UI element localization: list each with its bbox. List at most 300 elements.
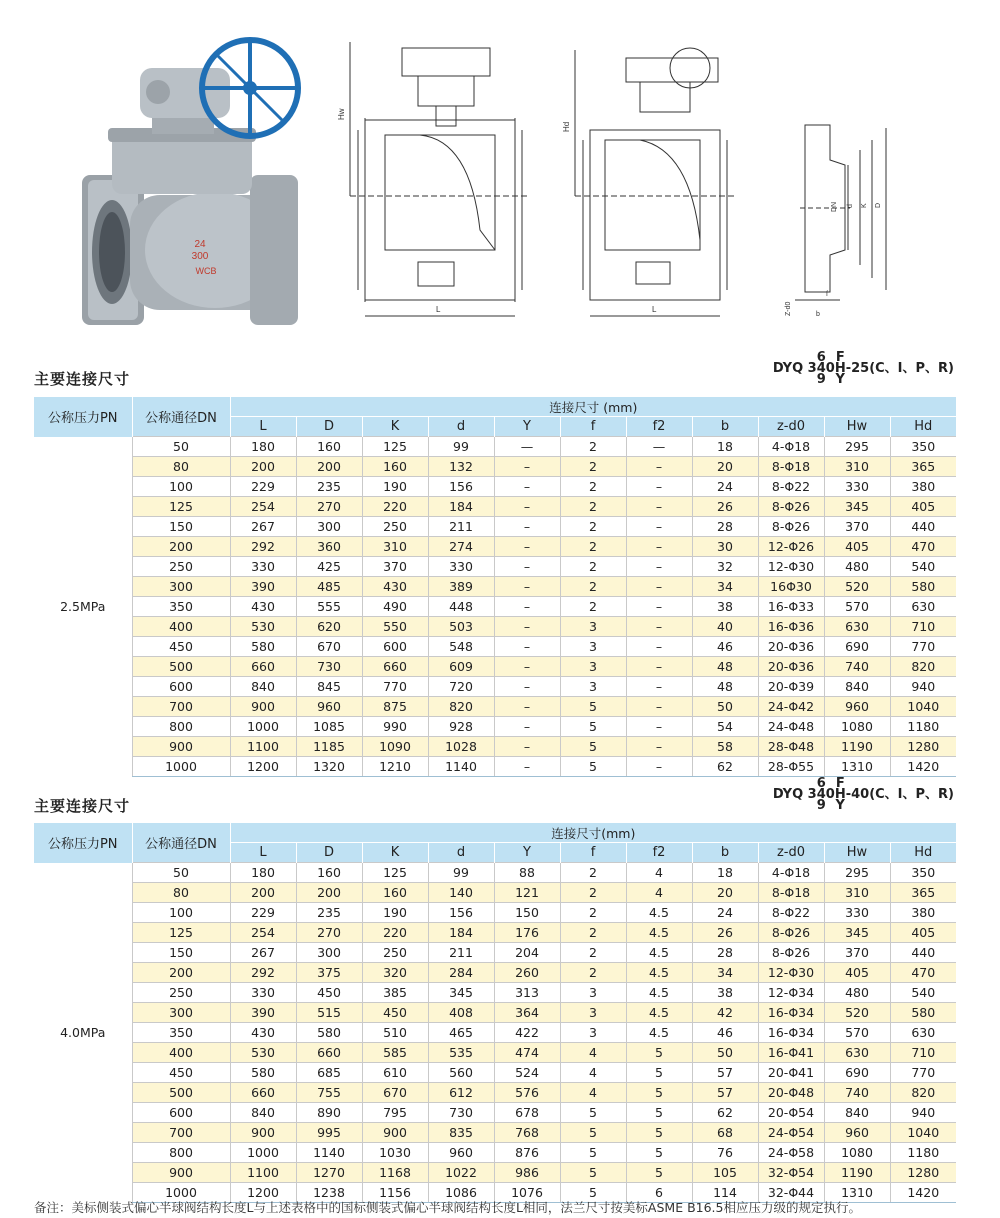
table-cell: 1270 — [296, 1163, 362, 1183]
table-cell: 730 — [296, 657, 362, 677]
table-row — [34, 1003, 956, 1023]
header-col: Y — [494, 843, 560, 863]
table-cell: 270 — [296, 923, 362, 943]
table-cell: 474 — [494, 1043, 560, 1063]
table-cell: 5 — [626, 1083, 692, 1103]
table-cell: 160 — [296, 863, 362, 883]
svg-text:Hw: Hw — [337, 108, 346, 120]
table-cell: 24-Φ48 — [758, 717, 824, 737]
table-cell: 940 — [890, 1103, 956, 1123]
svg-text:K: K — [861, 203, 868, 208]
table-cell: 580 — [296, 1023, 362, 1043]
table-cell: 425 — [296, 557, 362, 577]
header-col: L — [230, 843, 296, 863]
table-cell: 62 — [692, 1103, 758, 1123]
table-cell: 20 — [692, 457, 758, 477]
table-cell: 875 — [362, 697, 428, 717]
header-col: b — [692, 843, 758, 863]
table-cell: 16-Φ34 — [758, 1003, 824, 1023]
table-cell: 1100 — [230, 1163, 296, 1183]
table-cell: 204 — [494, 943, 560, 963]
table-cell: 900 — [230, 697, 296, 717]
table-cell: 576 — [494, 1083, 560, 1103]
table-cell: 5 — [626, 1123, 692, 1143]
table-cell: 24-Φ42 — [758, 697, 824, 717]
table-cell: 313 — [494, 983, 560, 1003]
table-cell: 450 — [132, 637, 230, 657]
table-cell: 1310 — [824, 1183, 890, 1203]
table-row — [34, 577, 956, 597]
table-row — [34, 903, 956, 923]
table-cell: – — [626, 597, 692, 617]
header-col: Hd — [890, 417, 956, 437]
table-cell: 132 — [428, 457, 494, 477]
table-cell: 365 — [890, 883, 956, 903]
table-cell: 8-Φ22 — [758, 477, 824, 497]
table-cell: 2 — [560, 903, 626, 923]
table-cell: 330 — [428, 557, 494, 577]
table-cell: 200 — [132, 963, 230, 983]
table-cell: 4 — [560, 1083, 626, 1103]
table-cell: 190 — [362, 477, 428, 497]
table-cell: 1080 — [824, 717, 890, 737]
table-cell: 2 — [560, 517, 626, 537]
table-cell: 380 — [890, 903, 956, 923]
table-row — [34, 637, 956, 657]
table-cell: 5 — [560, 1103, 626, 1123]
table-cell: 1086 — [428, 1183, 494, 1203]
table-cell: 380 — [890, 477, 956, 497]
table-cell: 38 — [692, 597, 758, 617]
table-cell: 630 — [890, 597, 956, 617]
table-cell: 8-Φ22 — [758, 903, 824, 923]
table-cell: 710 — [890, 617, 956, 637]
table-cell: 364 — [494, 1003, 560, 1023]
table-cell: 20-Φ39 — [758, 677, 824, 697]
table-cell: 5 — [560, 697, 626, 717]
table-cell: 292 — [230, 963, 296, 983]
table-cell: 267 — [230, 517, 296, 537]
table-cell: 570 — [824, 597, 890, 617]
table-cell: 430 — [362, 577, 428, 597]
table-cell: 1140 — [296, 1143, 362, 1163]
table-cell: 660 — [362, 657, 428, 677]
header-col: K — [362, 843, 428, 863]
model-prefix: DYQ — [772, 361, 804, 376]
table-cell: 48 — [692, 677, 758, 697]
table-cell: 3 — [560, 637, 626, 657]
section-title-2: 主要连接尺寸 — [34, 797, 131, 815]
model-code-1 — [773, 352, 954, 385]
table-cell: 8-Φ18 — [758, 883, 824, 903]
table-cell: 99 — [428, 863, 494, 883]
table-cell: 176 — [494, 923, 560, 943]
table-cell: 840 — [230, 1103, 296, 1123]
table-cell: 609 — [428, 657, 494, 677]
table-cell: 8-Φ26 — [758, 923, 824, 943]
svg-text:24: 24 — [194, 239, 206, 250]
table-cell: 24-Φ54 — [758, 1123, 824, 1143]
table-cell: 4.5 — [626, 903, 692, 923]
table-cell: – — [494, 617, 560, 637]
table-cell: 160 — [362, 883, 428, 903]
table-cell: 4.5 — [626, 963, 692, 983]
table-cell: 26 — [692, 923, 758, 943]
table-cell: – — [626, 737, 692, 757]
table-cell: 5 — [626, 1163, 692, 1183]
table-cell: 330 — [824, 477, 890, 497]
table-cell: 1420 — [890, 1183, 956, 1203]
table-cell: 928 — [428, 717, 494, 737]
table-cell: 580 — [890, 577, 956, 597]
header-col: K — [362, 417, 428, 437]
header-col: f — [560, 417, 626, 437]
table-cell: 1022 — [428, 1163, 494, 1183]
table-cell: 1100 — [230, 737, 296, 757]
table-cell: 755 — [296, 1083, 362, 1103]
table-cell: 229 — [230, 477, 296, 497]
table-cell: 490 — [362, 597, 428, 617]
header-col: D — [296, 417, 362, 437]
table-cell: – — [494, 737, 560, 757]
table-cell: 38 — [692, 983, 758, 1003]
table-cell: 768 — [494, 1123, 560, 1143]
svg-text:Z-d0: Z-d0 — [785, 301, 792, 316]
table-cell: 12-Φ30 — [758, 557, 824, 577]
header-col: z-d0 — [758, 417, 824, 437]
table-cell: 284 — [428, 963, 494, 983]
table-cell: 2 — [560, 537, 626, 557]
table-cell: 3 — [560, 1023, 626, 1043]
table-cell: 600 — [132, 1103, 230, 1123]
table-cell: – — [626, 517, 692, 537]
table-cell: 560 — [428, 1063, 494, 1083]
table-cell: 250 — [362, 943, 428, 963]
table-cell: 5 — [560, 1143, 626, 1163]
table-cell: 1156 — [362, 1183, 428, 1203]
table-cell: 820 — [890, 1083, 956, 1103]
table-cell: 530 — [230, 1043, 296, 1063]
table-cell: 310 — [824, 883, 890, 903]
table-cell: 18 — [692, 437, 758, 457]
table-cell: 1000 — [230, 717, 296, 737]
table-cell: 370 — [362, 557, 428, 577]
table-cell: 3 — [560, 1003, 626, 1023]
table-cell: 2 — [560, 457, 626, 477]
table-cell: 440 — [890, 517, 956, 537]
table-cell: 156 — [428, 903, 494, 923]
table-cell: 740 — [824, 1083, 890, 1103]
svg-text:b: b — [816, 311, 820, 318]
model-stack: 6 340 9 — [807, 350, 835, 387]
table-cell: 1200 — [230, 757, 296, 777]
table-cell: 600 — [362, 637, 428, 657]
table-cell: 890 — [296, 1103, 362, 1123]
table-row — [34, 983, 956, 1003]
header-dn: 公称通径DN — [132, 823, 230, 863]
table-cell: 670 — [362, 1083, 428, 1103]
table-cell: 18 — [692, 863, 758, 883]
table-row — [34, 597, 956, 617]
header-col: f2 — [626, 417, 692, 437]
svg-text:WCB: WCB — [195, 266, 217, 276]
table-cell: 400 — [132, 617, 230, 637]
table-row — [34, 437, 956, 457]
table-cell: 389 — [428, 577, 494, 597]
table-cell: 500 — [132, 1083, 230, 1103]
table-cell: 330 — [824, 903, 890, 923]
table-cell: 795 — [362, 1103, 428, 1123]
table-cell: 440 — [890, 943, 956, 963]
table-cell: – — [494, 677, 560, 697]
table-cell: 150 — [132, 517, 230, 537]
table-cell: 50 — [692, 697, 758, 717]
table-cell: 1076 — [494, 1183, 560, 1203]
table-cell: 140 — [428, 883, 494, 903]
table-cell: 320 — [362, 963, 428, 983]
svg-text:D: D — [875, 202, 882, 208]
table-cell: 2 — [560, 943, 626, 963]
table-cell: 20-Φ54 — [758, 1103, 824, 1123]
table-cell: 180 — [230, 863, 296, 883]
table-cell: 250 — [132, 983, 230, 1003]
table-cell: 940 — [890, 677, 956, 697]
header-col: Y — [494, 417, 560, 437]
table-cell: 600 — [132, 677, 230, 697]
header-col: D — [296, 843, 362, 863]
table-cell: 1040 — [890, 697, 956, 717]
table-cell: 105 — [692, 1163, 758, 1183]
product-illustrations — [0, 0, 1000, 340]
table-cell: 250 — [362, 517, 428, 537]
svg-text:L: L — [652, 305, 657, 314]
table-cell: 32 — [692, 557, 758, 577]
table-cell: – — [494, 457, 560, 477]
table-cell: 4 — [626, 883, 692, 903]
table-cell: 1030 — [362, 1143, 428, 1163]
drawing-gearbox-section — [575, 48, 735, 316]
table-cell: 720 — [428, 677, 494, 697]
table-cell: 710 — [890, 1043, 956, 1063]
table-cell: 540 — [890, 557, 956, 577]
table-cell: 345 — [824, 923, 890, 943]
table-cell: 405 — [890, 923, 956, 943]
table-row — [34, 923, 956, 943]
table-cell: 12-Φ26 — [758, 537, 824, 557]
table-cell: – — [626, 637, 692, 657]
table-cell: 125 — [132, 923, 230, 943]
table-cell: 1000 — [230, 1143, 296, 1163]
table-cell: 630 — [824, 617, 890, 637]
table-cell: 995 — [296, 1123, 362, 1143]
table-cell: 5 — [560, 737, 626, 757]
table-cell: 1185 — [296, 737, 362, 757]
table-cell: – — [626, 577, 692, 597]
table-cell: 570 — [824, 1023, 890, 1043]
table-cell: 2 — [560, 923, 626, 943]
table-row — [34, 717, 956, 737]
table-cell: 670 — [296, 637, 362, 657]
table-cell: 350 — [132, 1023, 230, 1043]
table-cell: 211 — [428, 943, 494, 963]
table-cell: 400 — [132, 1043, 230, 1063]
table-cell: 1168 — [362, 1163, 428, 1183]
table-row — [34, 477, 956, 497]
table-cell: 470 — [890, 537, 956, 557]
table-row — [34, 883, 956, 903]
table-cell: 57 — [692, 1063, 758, 1083]
table-cell: 160 — [296, 437, 362, 457]
table-cell: 267 — [230, 943, 296, 963]
table-cell: – — [494, 757, 560, 777]
table-cell: 4.5 — [626, 983, 692, 1003]
table-cell: 580 — [230, 1063, 296, 1083]
table-cell: 229 — [230, 903, 296, 923]
table-cell: 370 — [824, 517, 890, 537]
table-cell: 80 — [132, 883, 230, 903]
table-cell: 610 — [362, 1063, 428, 1083]
table-cell: 900 — [230, 1123, 296, 1143]
table-row — [34, 1123, 956, 1143]
table-cell: 685 — [296, 1063, 362, 1083]
table-row — [34, 677, 956, 697]
table-cell: 160 — [362, 457, 428, 477]
table-cell: 770 — [362, 677, 428, 697]
table-row — [34, 943, 956, 963]
table-cell: – — [494, 717, 560, 737]
header-col: f2 — [626, 843, 692, 863]
table-cell: 1080 — [824, 1143, 890, 1163]
table-cell: 2 — [560, 597, 626, 617]
table-cell: 1200 — [230, 1183, 296, 1203]
table-cell: 4 — [626, 863, 692, 883]
table-cell: 121 — [494, 883, 560, 903]
table-cell: 292 — [230, 537, 296, 557]
table-cell: 48 — [692, 657, 758, 677]
svg-text:d: d — [847, 204, 854, 208]
table-cell: 820 — [428, 697, 494, 717]
header-col: Hd — [890, 843, 956, 863]
table-cell: 408 — [428, 1003, 494, 1023]
table-cell: 365 — [890, 457, 956, 477]
table-cell: 678 — [494, 1103, 560, 1123]
table-cell: 520 — [824, 577, 890, 597]
table-cell: 5 — [560, 717, 626, 737]
table-cell: 16-Φ33 — [758, 597, 824, 617]
table-cell: 16-Φ34 — [758, 1023, 824, 1043]
table-cell: 32-Φ54 — [758, 1163, 824, 1183]
table-cell: 876 — [494, 1143, 560, 1163]
header-pn: 公称压力PN — [34, 397, 132, 437]
table-cell: 840 — [824, 1103, 890, 1123]
table-cell: 840 — [230, 677, 296, 697]
table-cell: 835 — [428, 1123, 494, 1143]
table-cell: 612 — [428, 1083, 494, 1103]
table-cell: 960 — [296, 697, 362, 717]
table-row — [34, 963, 956, 983]
table-cell: – — [494, 637, 560, 657]
table-cell: 20-Φ36 — [758, 657, 824, 677]
table-cell: 1280 — [890, 737, 956, 757]
table-cell: 200 — [296, 457, 362, 477]
header-pn: 公称压力PN — [34, 823, 132, 863]
table-cell: 1190 — [824, 1163, 890, 1183]
table-cell: 184 — [428, 923, 494, 943]
pressure-cell: 2.5MPa — [60, 599, 106, 614]
table-cell: 1420 — [890, 757, 956, 777]
table-cell: 450 — [362, 1003, 428, 1023]
table-cell: 150 — [132, 943, 230, 963]
table-cell: 4.5 — [626, 923, 692, 943]
table-cell: 548 — [428, 637, 494, 657]
footnote: 备注：美标侧装式偏心半球阀结构长度L与上述表格中的国标侧装式偏心半球阀结构长度L相同，法兰尺寸按美标ASME B16.5相应压力级的规定执行。 — [34, 1200, 861, 1215]
model-stack-h: F H Y — [834, 350, 846, 387]
table-cell: 5 — [626, 1063, 692, 1083]
table-cell: 700 — [132, 697, 230, 717]
table-cell: – — [626, 537, 692, 557]
table-cell: 1320 — [296, 757, 362, 777]
table-cell: – — [626, 677, 692, 697]
table-cell: 4 — [560, 1043, 626, 1063]
table-cell: 1280 — [890, 1163, 956, 1183]
table-cell: – — [494, 477, 560, 497]
table-cell: 200 — [230, 883, 296, 903]
table-cell: – — [494, 537, 560, 557]
table-cell: 4.5 — [626, 1023, 692, 1043]
table-cell: 180 — [230, 437, 296, 457]
model-stack: 6 340 9 — [807, 776, 835, 813]
table-cell: 540 — [890, 983, 956, 1003]
table-cell: 235 — [296, 477, 362, 497]
model-code-2 — [773, 778, 954, 811]
table-cell: 555 — [296, 597, 362, 617]
table-cell: 20-Φ36 — [758, 637, 824, 657]
model-suffix: -25(C、I、P、R) — [845, 361, 954, 376]
table-row — [34, 517, 956, 537]
table-cell: 5 — [626, 1103, 692, 1123]
table-cell: 300 — [132, 577, 230, 597]
table-cell: 6 — [626, 1183, 692, 1203]
table-cell: – — [626, 497, 692, 517]
header-col: f — [560, 843, 626, 863]
table-cell: 480 — [824, 983, 890, 1003]
table-cell: 800 — [132, 717, 230, 737]
table-cell: 422 — [494, 1023, 560, 1043]
table-cell: 345 — [428, 983, 494, 1003]
table-cell: 274 — [428, 537, 494, 557]
table-cell: 770 — [890, 637, 956, 657]
table-cell: 503 — [428, 617, 494, 637]
table-cell: – — [494, 577, 560, 597]
model-stack-h: F H Y — [834, 776, 846, 813]
table-cell: 5 — [560, 757, 626, 777]
table-row — [34, 697, 956, 717]
table-cell: 690 — [824, 637, 890, 657]
table-cell: 1000 — [132, 757, 230, 777]
table-cell: — — [494, 437, 560, 457]
table-cell: – — [494, 657, 560, 677]
table-cell: 220 — [362, 497, 428, 517]
table-cell: 960 — [824, 697, 890, 717]
table-cell: 200 — [296, 883, 362, 903]
table-cell: 190 — [362, 903, 428, 923]
table-row — [34, 617, 956, 637]
spec-table-40 — [34, 823, 956, 1203]
table-row — [34, 1043, 956, 1063]
table-cell: 585 — [362, 1043, 428, 1063]
table-cell: 448 — [428, 597, 494, 617]
table-cell: 960 — [824, 1123, 890, 1143]
